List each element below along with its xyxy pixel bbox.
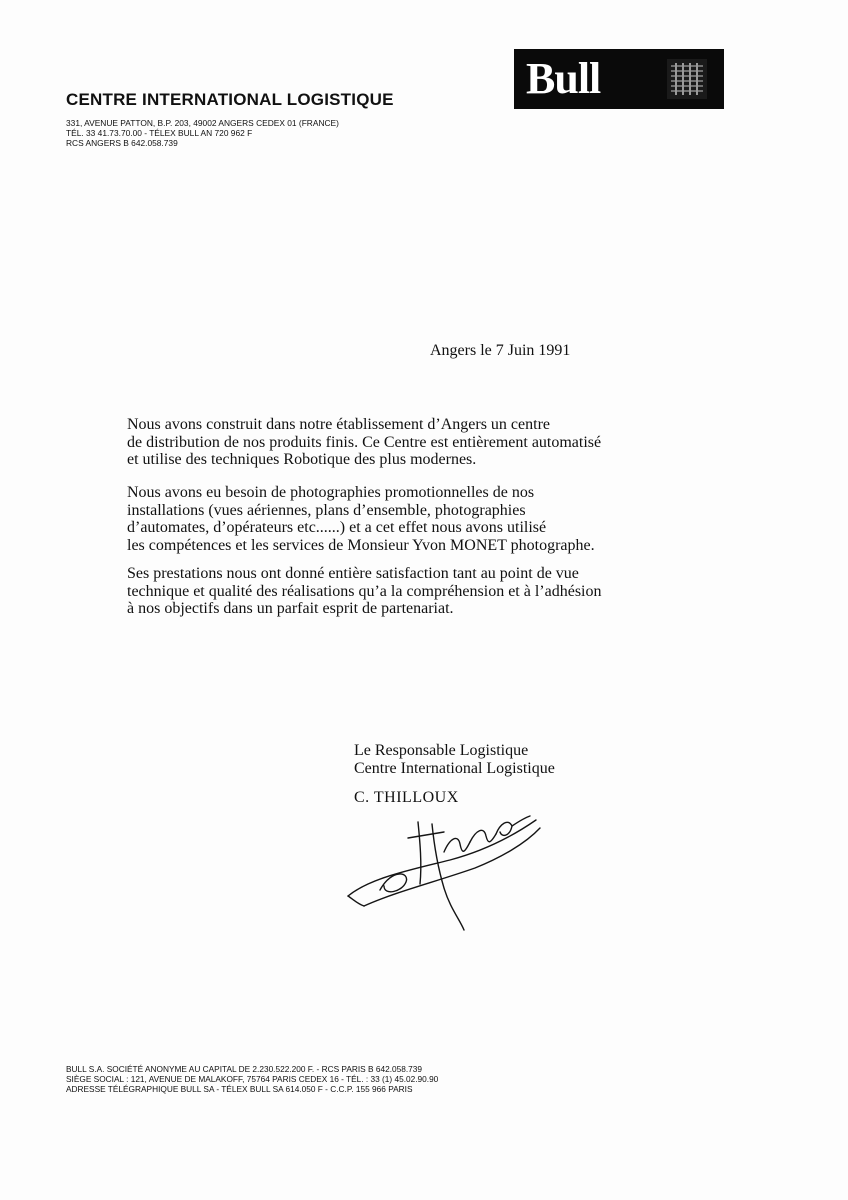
- paragraph-line: les compétences et les services de Monsieur Yvon MONET photographe.: [127, 536, 595, 554]
- body-paragraph-1: [127, 416, 601, 469]
- paragraph-line: et utilise des techniques Robotique des plus modernes.: [127, 451, 477, 468]
- handwritten-signature: [340, 808, 550, 938]
- paragraph-line: de distribution de nos produits finis. Ce Centre est entièrement automatisé: [127, 433, 602, 451]
- org-address: 331, AVENUE PATTON, B.P. 203, 49002 ANGERS CEDEX 01 (FRANCE): [66, 118, 339, 128]
- footer-line: SIÈGE SOCIAL : 121, AVENUE DE MALAKOFF, 75764 PARIS CEDEX 16 - TÉL. : 33 (1) 45.02.90.90: [66, 1074, 439, 1084]
- paragraph-line: à nos objectifs dans un parfait esprit de partenariat.: [127, 600, 454, 617]
- bull-logo: [514, 49, 724, 109]
- signatory-name: C. THILLOUX: [354, 789, 459, 806]
- org-contact: TÉL. 33 41.73.70.00 - TÉLEX BULL AN 720 962 F: [66, 128, 253, 138]
- company-footer: [66, 1064, 438, 1094]
- paragraph-line: Ses prestations nous ont donné entière satisfaction tant au point de vue: [127, 565, 579, 582]
- footer-line: BULL S.A. SOCIÉTÉ ANONYME AU CAPITAL DE 2.230.522.200 F. - RCS PARIS B 642.058.739: [66, 1064, 423, 1074]
- logo-wordmark: Bull: [526, 54, 601, 103]
- paragraph-line: technique et qualité des réalisations qu’a la compréhension et à l’adhésion: [127, 582, 602, 600]
- org-name: CENTRE INTERNATIONAL LOGISTIQUE: [66, 90, 394, 109]
- letter-date: Angers le 7 Juin 1991: [430, 342, 571, 359]
- body-paragraph-3: [127, 565, 602, 618]
- signatory-role: Le Responsable Logistique: [354, 742, 529, 759]
- logo-emblem-icon: [667, 59, 707, 99]
- paragraph-line: Nous avons eu besoin de photographies promotionnelles de nos: [127, 484, 535, 501]
- signatory-title: [354, 742, 555, 777]
- body-paragraph-2: [127, 484, 595, 554]
- paragraph-line: d’automates, d’opérateurs etc......) et a cet effet nous avons utilisé: [127, 519, 547, 536]
- org-registry: RCS ANGERS B 642.058.739: [66, 138, 178, 148]
- signatory-organization: Centre International Logistique: [354, 759, 555, 777]
- footer-line: ADRESSE TÉLÉGRAPHIQUE BULL SA - TÉLEX BULL SA 614.050 F - C.C.P. 155 966 PARIS: [66, 1084, 413, 1094]
- paragraph-line: installations (vues aériennes, plans d’ensemble, photographies: [127, 501, 526, 519]
- paragraph-line: Nous avons construit dans notre établissement d’Angers un centre: [127, 416, 551, 433]
